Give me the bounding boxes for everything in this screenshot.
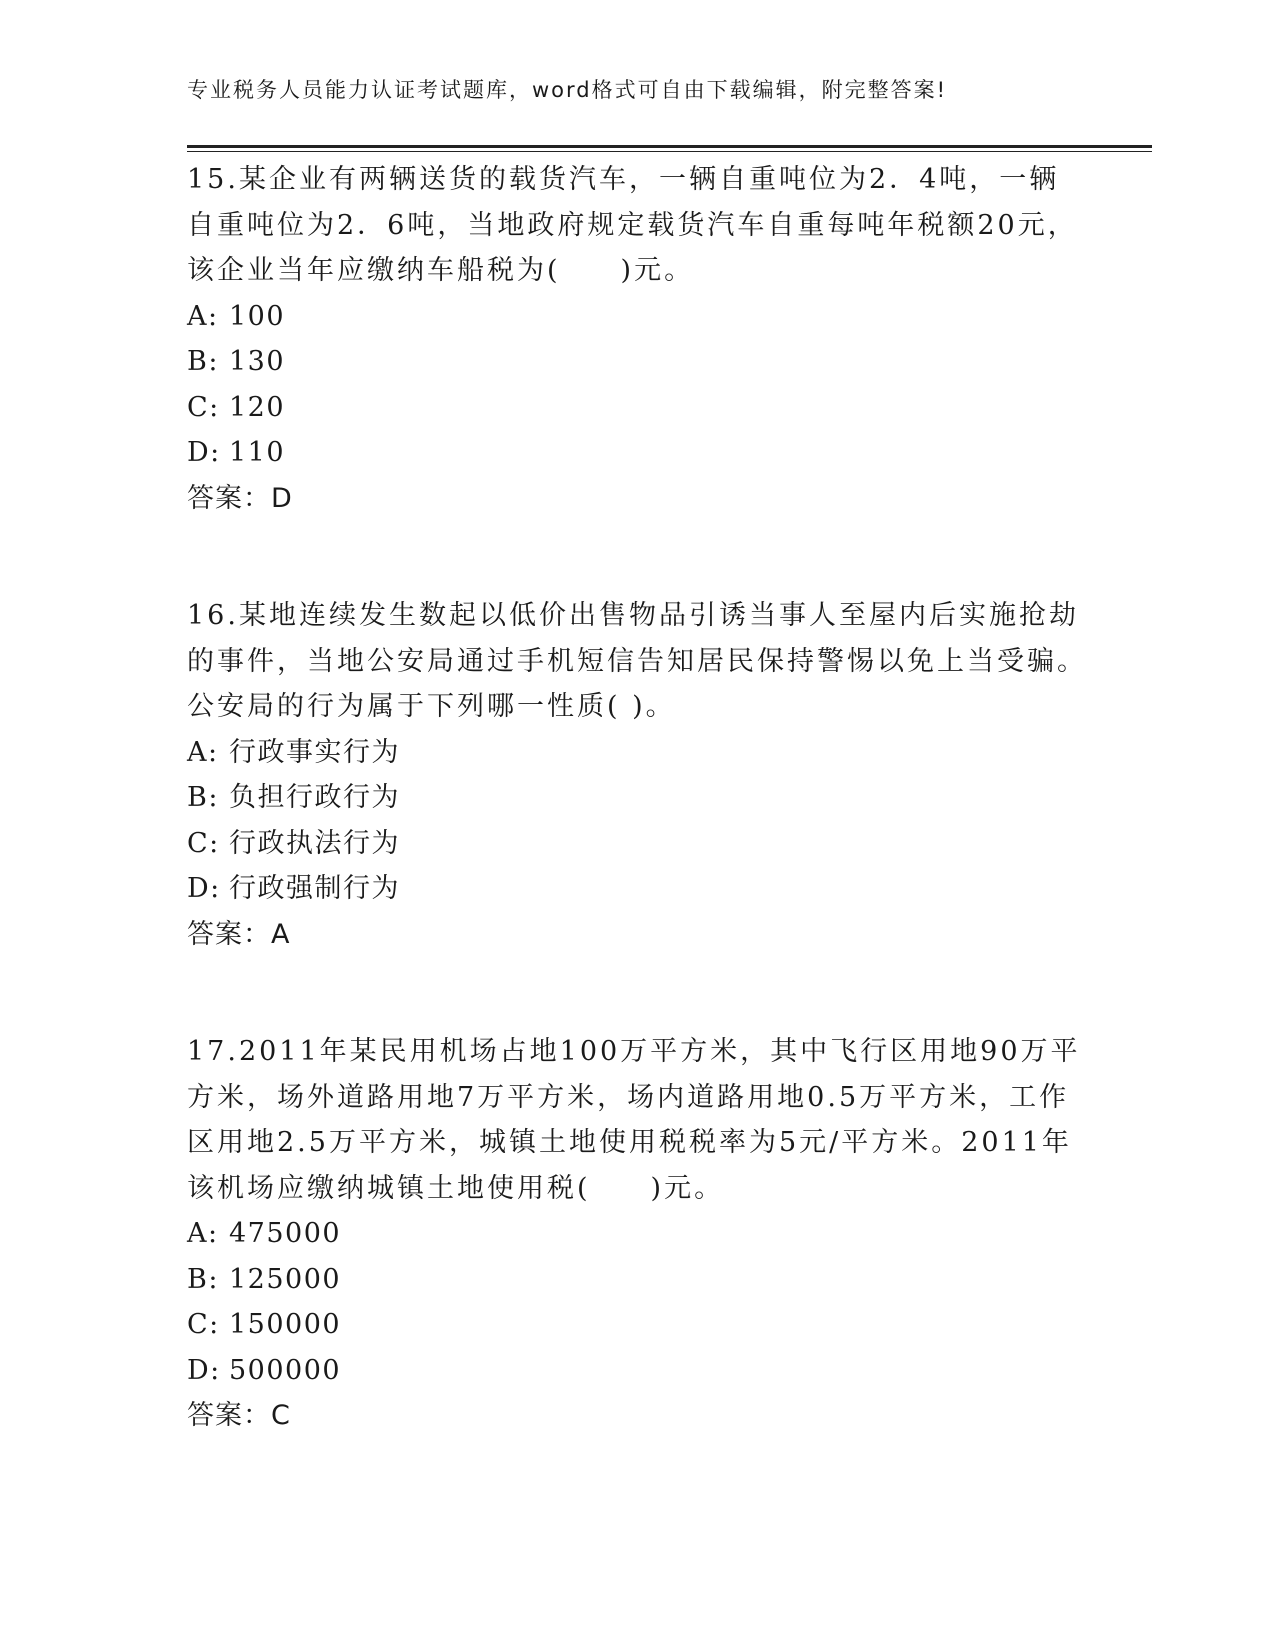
option-text: 行政执法行为 (229, 827, 400, 859)
option-text: 475000 (229, 1218, 342, 1249)
option-key: B: (187, 1263, 219, 1295)
option-b (187, 1257, 1087, 1303)
question-17 (187, 1029, 1087, 1439)
question-stem: 16.某地连续发生数起以低价出售物品引诱当事人至屋内后实施抢劫的事件，当地公安局通过手机短信告知居民保持警惕以免上当受骗。公安局的行为属于下列哪一性质( )。 (187, 600, 1087, 722)
question-16 (187, 593, 1087, 957)
option-d (187, 1348, 1087, 1394)
answer-line: 答案：C (187, 1400, 291, 1431)
option-key: C: (187, 827, 220, 859)
question-stem: 15.某企业有两辆送货的载货汽车，一辆自重吨位为2．4吨，一辆自重吨位为2．6吨，当地政府规定载货汽车自重每吨年税额20元，该企业当年应缴纳车船税为( )元。 (187, 164, 1078, 286)
option-a (187, 730, 1087, 776)
option-d (187, 430, 1087, 476)
option-text: 100 (229, 300, 286, 332)
option-a (187, 294, 1087, 340)
option-key: D: (187, 873, 221, 904)
option-c (187, 1302, 1087, 1348)
option-key: C: (187, 1309, 220, 1340)
option-key: A: (187, 1218, 219, 1249)
option-key: C: (187, 391, 220, 423)
answer-line: 答案：D (187, 482, 293, 514)
header-rule-thin (187, 151, 1152, 152)
question-15 (187, 157, 1087, 521)
option-text: 130 (229, 346, 286, 377)
option-c (187, 821, 1087, 867)
option-key: A: (187, 300, 219, 332)
option-b (187, 775, 1087, 821)
header-rule-thick (187, 145, 1152, 148)
option-text: 负担行政行为 (229, 782, 400, 813)
option-text: 150000 (229, 1309, 342, 1340)
question-list (187, 157, 1087, 1511)
option-key: B: (187, 346, 219, 377)
option-a (187, 1211, 1087, 1257)
option-key: B: (187, 782, 219, 813)
option-text: 行政强制行为 (229, 873, 400, 904)
option-key: A: (187, 736, 219, 768)
option-d (187, 866, 1087, 912)
option-b (187, 339, 1087, 385)
page-header: 专业税务人员能力认证考试题库，word格式可自由下载编辑，附完整答案! (187, 78, 948, 102)
answer-line: 答案：A (187, 918, 291, 950)
option-c (187, 385, 1087, 431)
option-key: D: (187, 437, 221, 468)
option-text: 120 (229, 391, 286, 423)
option-text: 500000 (229, 1354, 342, 1386)
option-text: 行政事实行为 (229, 736, 400, 768)
option-key: D: (187, 1354, 221, 1386)
option-text: 110 (229, 437, 286, 468)
option-text: 125000 (229, 1263, 342, 1295)
question-stem: 17.2011年某民用机场占地100万平方米，其中飞行区用地90万平方米，场外道路用地7万平方米，场内道路用地0.5万平方米，工作区用地2.5万平方米，城镇土地使用税税率为5元/平方米。2011年该机场应缴纳城镇土地使用税( )元。 (187, 1036, 1081, 1204)
